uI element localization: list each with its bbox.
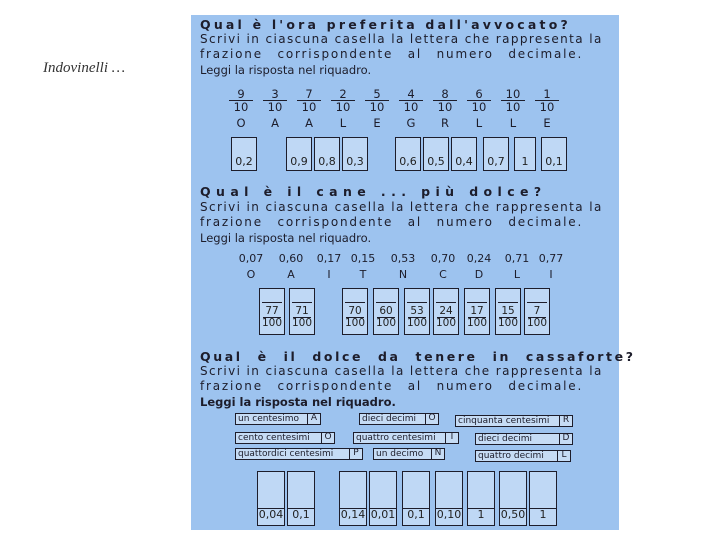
q3-answer-box — [339, 471, 367, 526]
word-text: un centesimo — [238, 414, 299, 424]
q1-answer-box — [342, 137, 368, 171]
q2-decimal — [535, 252, 567, 281]
decimal-letter: L — [513, 268, 521, 281]
fraction-numerator: 7 — [528, 306, 546, 318]
q3-answer-box — [435, 471, 463, 526]
fraction-denominator: 100 — [375, 317, 397, 329]
word-text: dieci decimi — [478, 434, 533, 444]
fraction-letter: L — [475, 116, 483, 130]
q1-answer-box — [514, 137, 536, 171]
fraction-numerator: 70 — [346, 306, 364, 318]
q2-answer-box — [524, 288, 550, 335]
fraction-letter: A — [271, 116, 279, 130]
answer-box-value: 0,9 — [290, 155, 308, 168]
q2-title: Qual è il cane ... più dolce? — [200, 184, 547, 199]
fraction-numerator: 9 — [229, 88, 253, 101]
q3-word-tile — [235, 413, 321, 425]
q3-answer-box — [257, 471, 285, 526]
q1-title: Qual è l'ora preferita dall'avvocato? — [200, 17, 571, 32]
fraction-letter: G — [406, 116, 416, 130]
q2-decimal — [313, 252, 345, 281]
fraction-denominator: 10 — [471, 100, 487, 114]
q2-answer-box — [373, 288, 399, 335]
word-letter: D — [559, 433, 572, 445]
answer-box-value: 0,10 — [436, 508, 462, 521]
fraction-letter: E — [543, 116, 551, 130]
q3-title: Qual è il dolce da tenere in cassaforte? — [200, 349, 636, 364]
fraction-denominator: 10 — [267, 100, 283, 114]
q1-fraction — [263, 88, 287, 129]
q3-line-3: Leggi la risposta nel riquadro. — [200, 395, 396, 409]
word-text: quattordici centesimi — [238, 449, 334, 459]
q1-answer-box — [286, 137, 312, 171]
q2-answer-box — [495, 288, 521, 335]
decimal-value: 0,71 — [504, 252, 530, 265]
answer-box-value: 0,7 — [487, 155, 505, 168]
q2-box-fraction — [405, 306, 429, 329]
fraction-denominator: 100 — [497, 317, 519, 329]
fraction-denominator: 100 — [435, 317, 457, 329]
q1-answer-box — [483, 137, 509, 171]
q2-box-fraction — [434, 306, 458, 329]
q2-decimal — [347, 252, 379, 281]
fraction-numerator: 60 — [377, 306, 395, 318]
answer-box-value: 0,50 — [500, 508, 526, 521]
word-text: quattro decimi — [478, 451, 544, 461]
answer-box-value: 0,6 — [399, 155, 417, 168]
fraction-numerator: 53 — [408, 306, 426, 318]
q2-line-2: frazione corrispondente al numero decimale. — [200, 215, 584, 229]
decimal-value: 0,15 — [350, 252, 376, 265]
decimal-value: 0,24 — [466, 252, 492, 265]
q3-word-tile — [373, 448, 445, 460]
fraction-denominator: 100 — [466, 317, 488, 329]
q2-line-3: Leggi la risposta nel riquadro. — [200, 231, 372, 245]
q1-answer-box — [231, 137, 257, 171]
fraction-letter: A — [305, 116, 313, 130]
q2-decimal — [427, 252, 459, 281]
q1-answer-box — [395, 137, 421, 171]
word-letter: N — [431, 448, 444, 460]
fraction-denominator: 10 — [369, 100, 385, 114]
decimal-letter: O — [246, 268, 256, 281]
answer-box-value: 0,14 — [340, 508, 366, 521]
q1-fraction — [297, 88, 321, 129]
q1-answer-box — [314, 137, 340, 171]
fraction-numerator: 4 — [399, 88, 423, 101]
q2-answer-box — [289, 288, 315, 335]
fraction-denominator: 100 — [406, 317, 428, 329]
fraction-denominator: 100 — [526, 317, 548, 329]
decimal-value: 0,53 — [390, 252, 416, 265]
q1-fraction — [535, 88, 559, 129]
q3-word-tile — [455, 415, 573, 427]
fraction-numerator: 7 — [297, 88, 321, 101]
q2-box-fraction — [496, 306, 520, 329]
q1-fraction — [365, 88, 389, 129]
q1-line-1: Scrivi in ciascuna casella la lettera che rappresenta la — [200, 32, 603, 46]
q1-fraction — [399, 88, 423, 129]
fraction-numerator: 77 — [263, 306, 281, 318]
decimal-letter: N — [398, 268, 408, 281]
word-text: cento centesimi — [238, 433, 310, 443]
q2-decimal — [463, 252, 495, 281]
q1-answer-box — [423, 137, 449, 171]
decimal-value: 0,60 — [278, 252, 304, 265]
answer-box-value: 1 — [521, 155, 529, 168]
decimal-value: 0,17 — [316, 252, 342, 265]
fraction-numerator: 15 — [499, 306, 517, 318]
word-letter: R — [559, 415, 572, 427]
word-letter: O — [321, 432, 334, 444]
answer-box-value: 0,4 — [455, 155, 473, 168]
q1-fraction — [331, 88, 355, 129]
answer-box-value: 0,8 — [318, 155, 336, 168]
q2-answer-box — [433, 288, 459, 335]
word-letter: I — [445, 432, 458, 444]
q3-answer-box — [499, 471, 527, 526]
q3-word-tile — [353, 432, 459, 444]
q3-word-tile — [235, 432, 335, 444]
word-letter: P — [349, 448, 362, 460]
q1-fraction — [229, 88, 253, 129]
fraction-numerator: 24 — [437, 306, 455, 318]
q2-decimal — [501, 252, 533, 281]
decimal-letter: D — [474, 268, 484, 281]
answer-box-value: 0,01 — [370, 508, 396, 521]
fraction-denominator: 10 — [539, 100, 555, 114]
q1-answer-box — [541, 137, 567, 171]
fraction-letter: E — [373, 116, 381, 130]
q2-line-1: Scrivi in ciascuna casella la lettera che rappresenta la — [200, 200, 603, 214]
answer-box-value: 1 — [477, 508, 485, 521]
decimal-value: 0,70 — [430, 252, 456, 265]
q3-word-tile — [475, 433, 573, 445]
word-text: cinquanta centesimi — [458, 416, 550, 426]
answer-box-value: 0,04 — [258, 508, 284, 521]
q3-word-tile — [475, 450, 571, 462]
q3-line-1: Scrivi in ciascuna casella la lettera che rappresenta la — [200, 364, 603, 378]
decimal-letter: A — [287, 268, 295, 281]
fraction-letter: L — [339, 116, 347, 130]
q2-answer-box — [464, 288, 490, 335]
q1-answer-box — [451, 137, 477, 171]
q1-fraction — [467, 88, 491, 129]
q3-line-2: frazione corrispondente al numero decimale. — [200, 379, 584, 393]
fraction-numerator: 2 — [331, 88, 355, 101]
fraction-numerator: 3 — [263, 88, 287, 101]
decimal-letter: T — [359, 268, 367, 281]
fraction-numerator: 8 — [433, 88, 457, 101]
word-letter: O — [425, 413, 438, 425]
q1-line-3: Leggi la risposta nel riquadro. — [200, 63, 372, 77]
worksheet — [191, 15, 636, 530]
fraction-denominator: 100 — [291, 317, 313, 329]
fraction-letter: R — [441, 116, 449, 130]
q1-fraction — [433, 88, 457, 129]
fraction-denominator: 10 — [335, 100, 351, 114]
answer-box-value: 0,5 — [427, 155, 445, 168]
q3-word-tile — [235, 448, 363, 460]
word-letter: A — [307, 413, 320, 425]
q3-answer-box — [287, 471, 315, 526]
word-letter: L — [557, 450, 570, 462]
q2-box-fraction — [343, 306, 367, 329]
fraction-numerator: 10 — [501, 88, 525, 101]
fraction-denominator: 100 — [261, 317, 283, 329]
q2-box-fraction — [465, 306, 489, 329]
q1-fraction — [501, 88, 525, 129]
answer-box-value: 0,1 — [407, 508, 425, 521]
decimal-letter: C — [439, 268, 447, 281]
fraction-denominator: 10 — [505, 100, 521, 114]
q3-answer-box — [369, 471, 397, 526]
word-text: quattro centesimi — [356, 433, 436, 443]
q3-answer-box — [529, 471, 557, 526]
q2-decimal — [387, 252, 419, 281]
q3-answer-box — [402, 471, 430, 526]
fraction-denominator: 100 — [344, 317, 366, 329]
fraction-numerator: 17 — [468, 306, 486, 318]
fraction-numerator: 6 — [467, 88, 491, 101]
decimal-letter: I — [549, 268, 553, 281]
q2-box-fraction — [260, 306, 284, 329]
decimal-value: 0,77 — [538, 252, 564, 265]
q3-word-tile — [359, 413, 439, 425]
decimal-value: 0,07 — [238, 252, 264, 265]
fraction-numerator: 71 — [293, 306, 311, 318]
q2-answer-box — [404, 288, 430, 335]
answer-box-value: 0,2 — [235, 155, 253, 168]
fraction-numerator: 5 — [365, 88, 389, 101]
q2-box-fraction — [290, 306, 314, 329]
answer-box-value: 0,1 — [292, 508, 310, 521]
fraction-letter: O — [236, 116, 246, 130]
side-label: Indovinelli … — [43, 60, 126, 76]
q2-box-fraction — [374, 306, 398, 329]
answer-box-value: 0,1 — [545, 155, 563, 168]
fraction-denominator: 10 — [233, 100, 249, 114]
q2-decimal — [235, 252, 267, 281]
word-text: dieci decimi — [362, 414, 417, 424]
decimal-letter: I — [327, 268, 331, 281]
q2-decimal — [275, 252, 307, 281]
q2-answer-box — [259, 288, 285, 335]
answer-box-value: 0,3 — [346, 155, 364, 168]
fraction-numerator: 1 — [535, 88, 559, 101]
q1-line-2: frazione corrispondente al numero decimale. — [200, 47, 584, 61]
fraction-denominator: 10 — [437, 100, 453, 114]
q3-answer-box — [467, 471, 495, 526]
word-text: un decimo — [376, 449, 424, 459]
answer-box-value: 1 — [539, 508, 547, 521]
fraction-denominator: 10 — [403, 100, 419, 114]
fraction-letter: L — [509, 116, 517, 130]
fraction-denominator: 10 — [301, 100, 317, 114]
q2-answer-box — [342, 288, 368, 335]
q2-box-fraction — [525, 306, 549, 329]
